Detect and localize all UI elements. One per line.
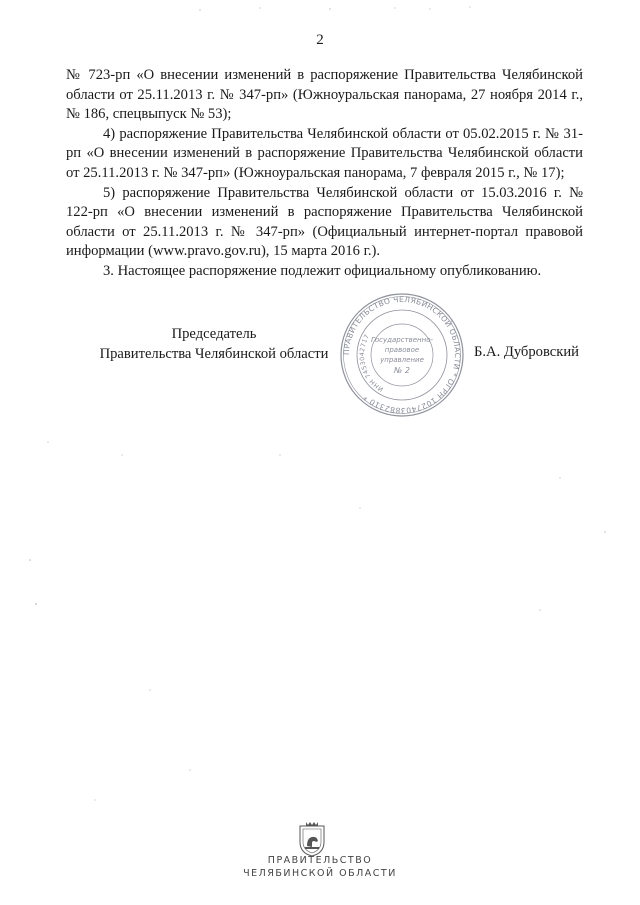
paragraph-point-3: 3. Настоящее распоряжение подлежит официальному опубликованию. [103,262,542,279]
paragraph-item-5: 5) распоряжение Правительства Челябинской области от 15.03.2016 г. № 122-рп «О внесении изменений в распоряжение Правительства Челябинской области от 25.11.2013 г. № 347-рп» (Официальный интернет-портал правовой информации (www.pravo.gov.ru), 15 марта 2016 г.). [66,184,583,260]
chelyabinsk-coat-of-arms-icon [295,820,329,858]
signatory-name: Б.А. Дубровский [474,344,579,360]
paragraph-continuation: № 723-рп «О внесении изменений в распоряжение Правительства Челябинской области от 25.11.2013 г. № 347-рп» (Южноуральская панорама, 27 ноября 2014 г., № 186, спецвыпуск № 53); [66,67,583,123]
footer-org-line-2: ЧЕЛЯБИНСКОЙ ОБЛАСТИ [243,868,397,879]
signatory-position-line-2: Правительства Челябинской области [99,345,329,362]
document-body [66,66,583,282]
seal-outer-text: ПРАВИТЕЛЬСТВО ЧЕЛЯБИНСКОЙ ОБЛАСТИ * ОГРН 1027403882310 * [341,294,463,416]
seal-center-line-1: Государственно- [370,336,434,344]
seal-center-line-3: управление [380,356,424,364]
footer-organization [0,854,640,880]
seal-center-line-2: правовое [384,346,420,354]
signatory-position-line-1: Председатель [171,326,257,342]
page-number: 2 [316,32,324,48]
signatory-position [94,325,334,364]
seal-inner-text: ИНН 7453042717 [358,333,385,393]
official-seal [339,292,465,418]
footer-org-line-1: ПРАВИТЕЛЬСТВО [267,855,373,866]
paragraph-item-4: 4) распоряжение Правительства Челябинской области от 05.02.2015 г. № 31-рп «О внесении изменений в распоряжение Правительства Челябинской области от 25.11.2013 г. № 347-рп» (Южноуральская панорама, 7 февраля 2015 г., № 17); [66,125,583,181]
seal-center-line-4: № 2 [394,366,410,375]
